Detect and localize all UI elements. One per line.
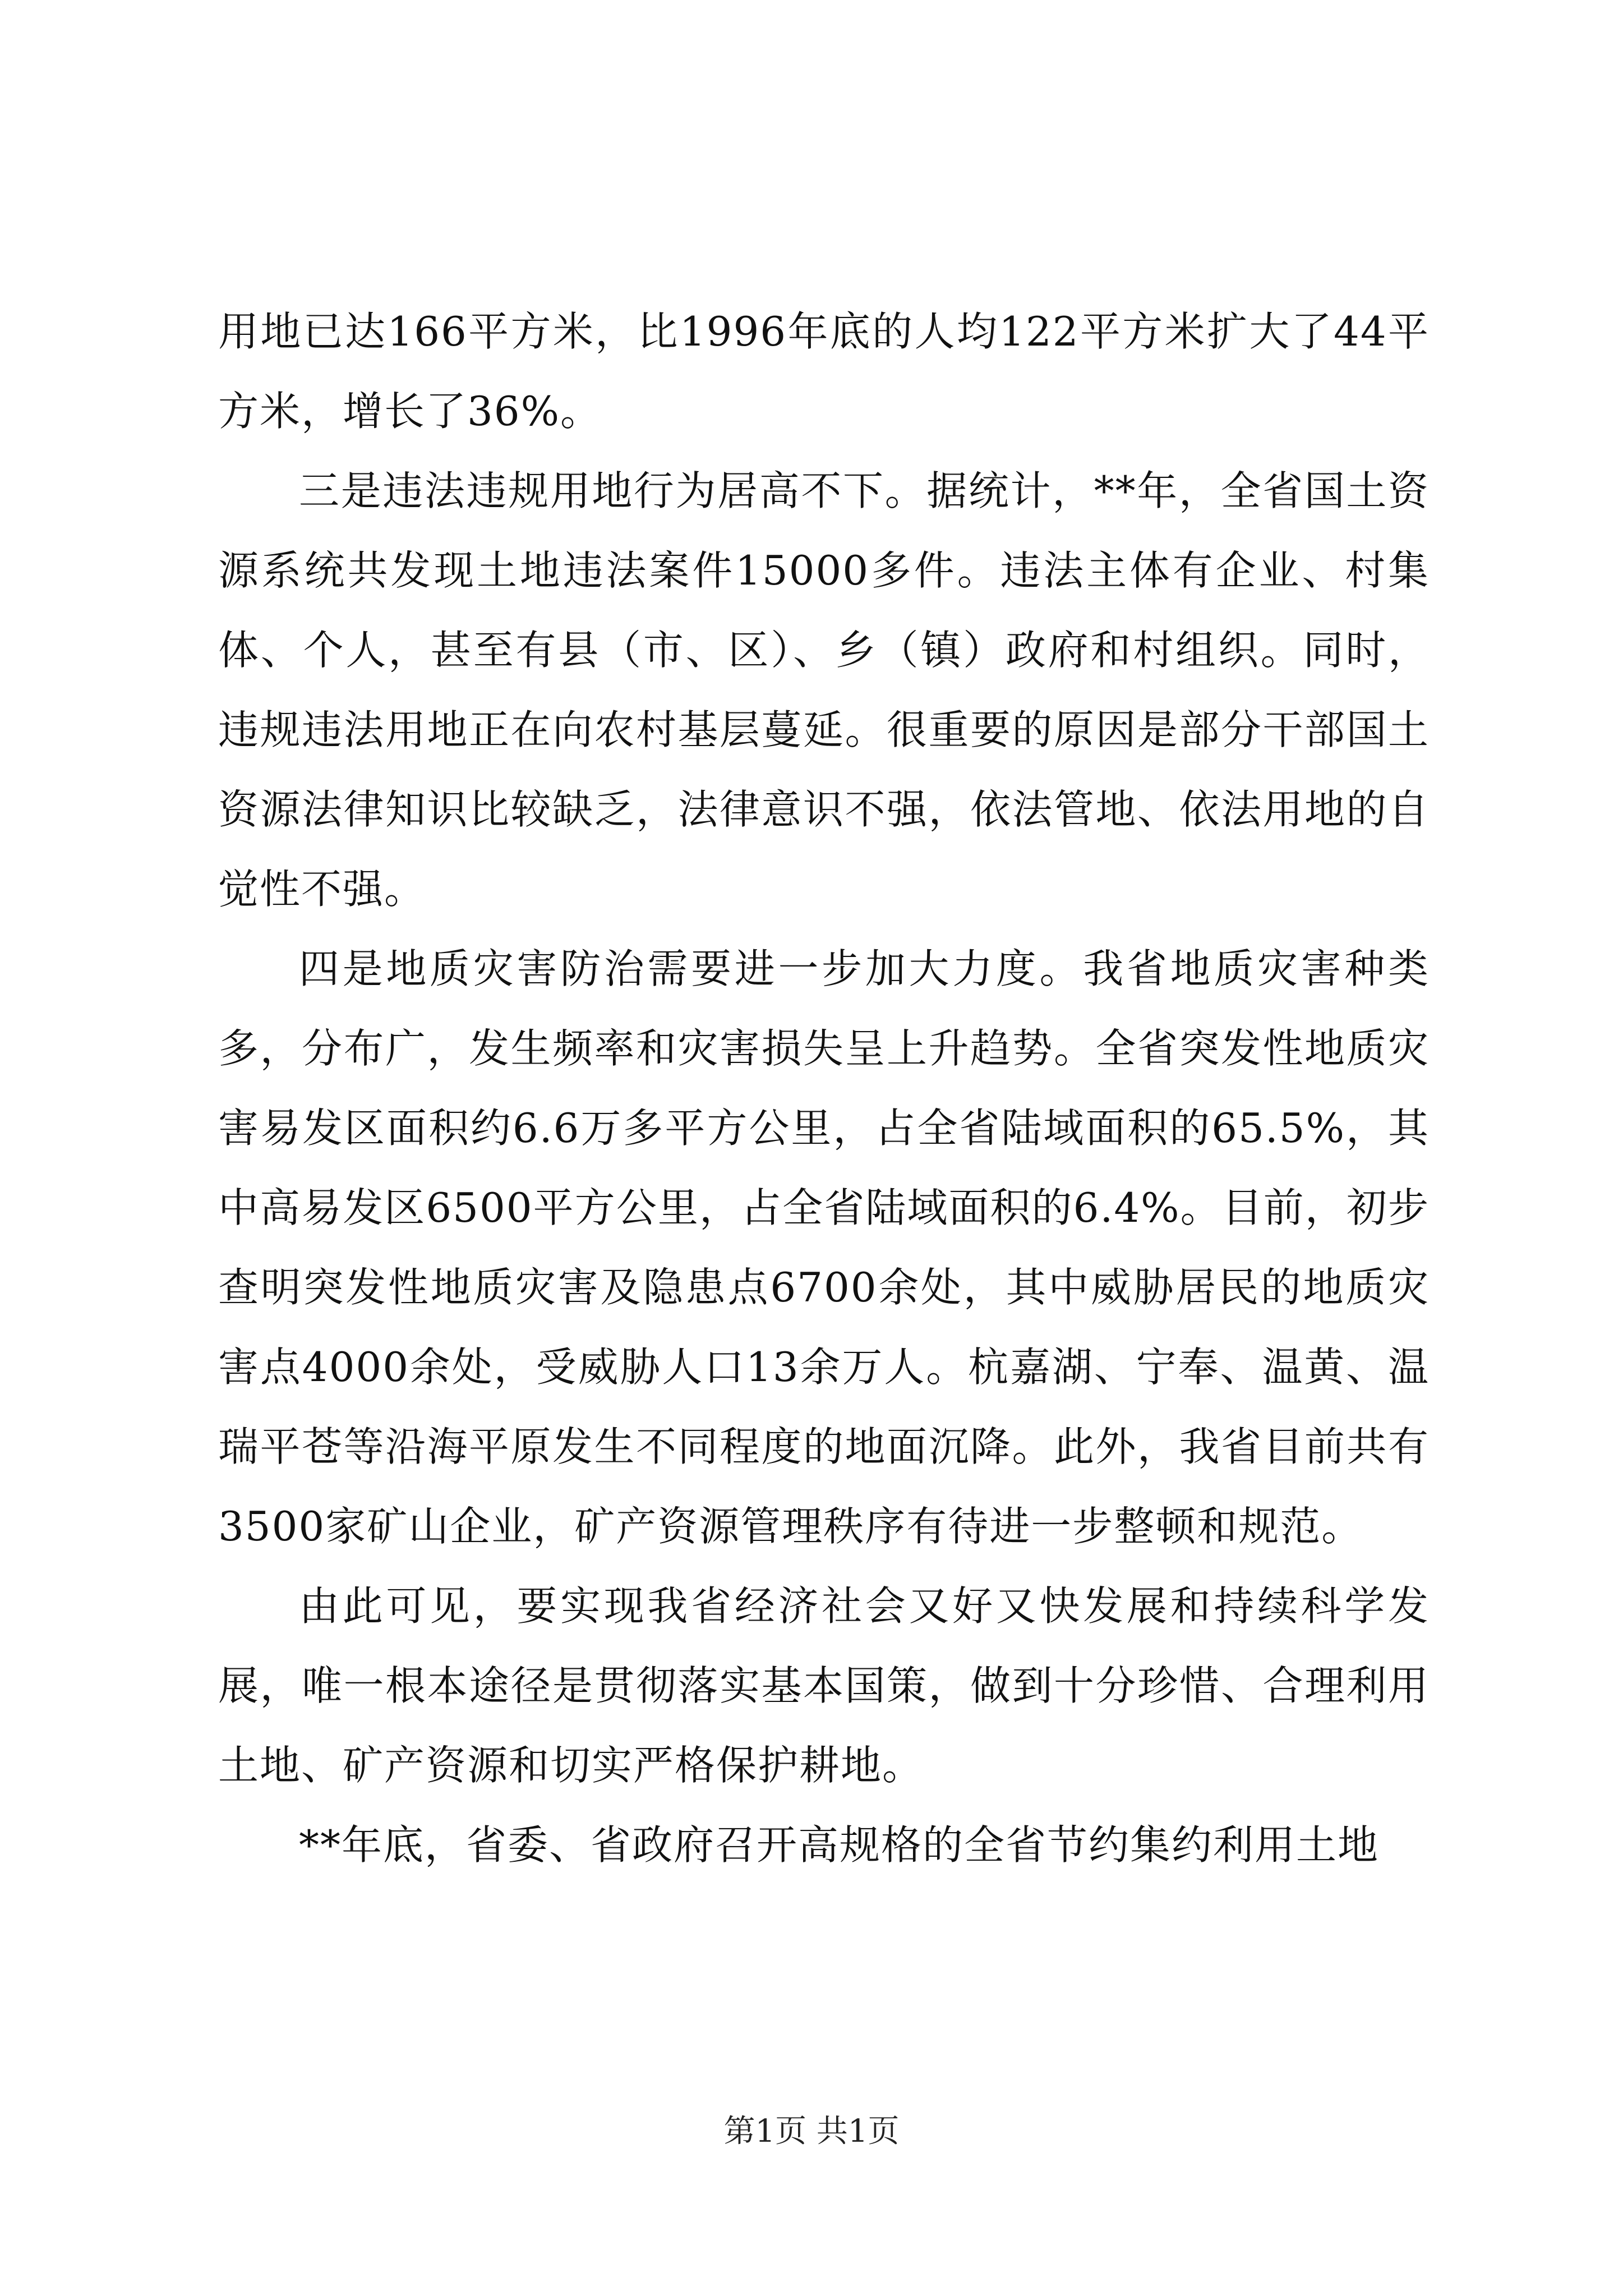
paragraph-continuation: 用地已达166平方米，比1996年底的人均122平方米扩大了44平方米，增长了36%。 (218, 308, 1430, 435)
paragraph-conclusion: 由此可见，要实现我省经济社会又好又快发展和持续科学发展，唯一根本途径是贯彻落实基本国策，做到十分珍惜、合理利用土地、矿产资源和切实严格保护耕地。 (218, 1582, 1430, 1789)
document-body (218, 292, 1430, 1885)
paragraph-illegal-land-use: 三是违法违规用地行为居高不下。据统计，**年，全省国土资源系统共发现土地违法案件15000多件。违法主体有企业、村集体、个人，甚至有县（市、区）、乡（镇）政府和村组织。同时，违规违法用地正在向农村基层蔓延。很重要的原因是部分干部国土资源法律知识比较缺乏，法律意识不强，依法管地、依法用地的自觉性不强。 (218, 467, 1430, 913)
paragraph-year-end-meeting: **年底，省委、省政府召开高规格的全省节约集约利用土地 (299, 1821, 1380, 1869)
paragraph-geological-disasters: 四是地质灾害防治需要进一步加大力度。我省地质灾害种类多，分布广，发生频率和灾害损失呈上升趋势。全省突发性地质灾害易发区面积约6.6万多平方公里，占全省陆域面积的65.5%，其中高易发区6500平方公里，占全省陆域面积的6.4%。目前，初步查明突发性地质灾害及隐患点6700余处，其中威胁居民的地质灾害点4000余处，受威胁人口13余万人。杭嘉湖、宁奉、温黄、温瑞平苍等沿海平原发生不同程度的地面沉降。此外，我省目前共有3500家矿山企业，矿产资源管理秩序有待进一步整顿和规范。 (218, 945, 1430, 1550)
page-footer: 第1页 共1页 (723, 2113, 900, 2150)
